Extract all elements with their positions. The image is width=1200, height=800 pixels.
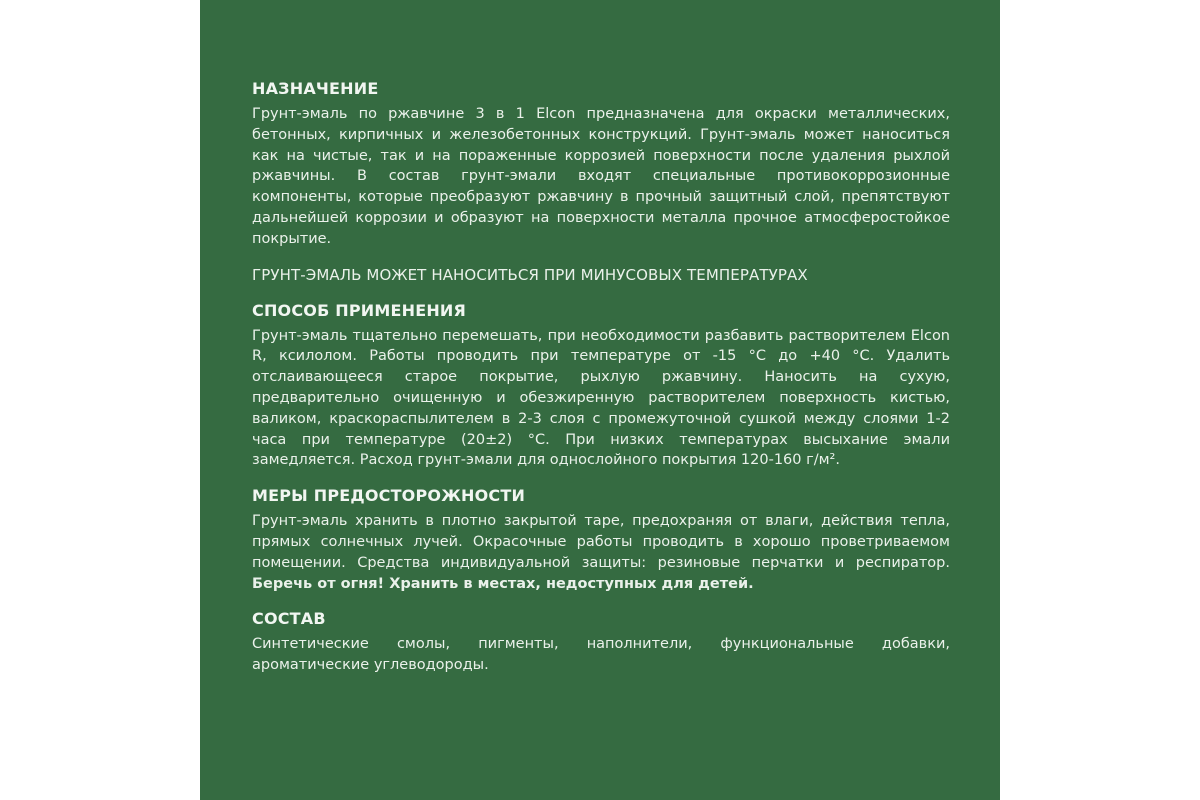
precautions-text	[252, 511, 950, 594]
fire-warning: Беречь от огня! Хранить в местах, недоступных для детей.	[252, 575, 754, 592]
precautions-body: Грунт-эмаль хранить в плотно закрытой таре, предохраняя от влаги, действия тепла, прямых солнечных лучей. Окрасочные работы проводить в хорошо проветриваемом помещении. Средства индивидуальной защиты: резиновые перчатки и респиратор.	[252, 513, 950, 571]
product-info-panel	[200, 0, 1000, 800]
precautions-heading: МЕРЫ ПРЕДОСТОРОЖНОСТИ	[252, 486, 526, 506]
purpose-heading: НАЗНАЧЕНИЕ	[252, 79, 379, 98]
application-heading: СПОСОБ ПРИМЕНЕНИЯ	[252, 300, 467, 320]
purpose-text: Грунт-эмаль по ржавчине 3 в 1 Elcon предназначена для окраски металлических, бетонных, кирпичных и железобетонных конструкций. Грунт-эмаль может наноситься как на чистые, так и на пораженные коррозией поверхности после удаления рыхлой ржавчины. В состав грунт-эмали входят специальные противокоррозионные компоненты, которые преобразуют ржавчину в прочный защитный слой, препятствуют дальнейшей коррозии и образуют на поверхности металла прочное атмосферостойкое покрытие.	[252, 106, 950, 247]
composition-heading: СОСТАВ	[252, 609, 326, 629]
composition-text: Синтетические смолы, пигменты, наполнители, функциональные добавки, ароматические углеводороды.	[252, 636, 950, 674]
application-text: Грунт-эмаль тщательно перемешать, при необходимости разбавить растворителем Elcon R, ксилолом. Работы проводить при температуре от -15 °С до +40 °С. Удалить отслаивающееся старое покрытие, рыхлую ржавчину. Наносить на сухую, предварительно очищенную и обезжиренную растворителем поверхность кистью, валиком, краскораспылителем в 2-3 слоя с промежуточной сушкой между слоями 1-2 часа при температуре (20±2) °С. При низких температурах высыхание эмали замедляется. Расход грунт-эмали для однослойного покрытия 120-160 г/м².	[252, 327, 950, 469]
sub-zero-notice: ГРУНТ-ЭМАЛЬ МОЖЕТ НАНОСИТЬСЯ ПРИ МИНУСОВЫХ ТЕМПЕРАТУРАХ	[252, 265, 808, 284]
